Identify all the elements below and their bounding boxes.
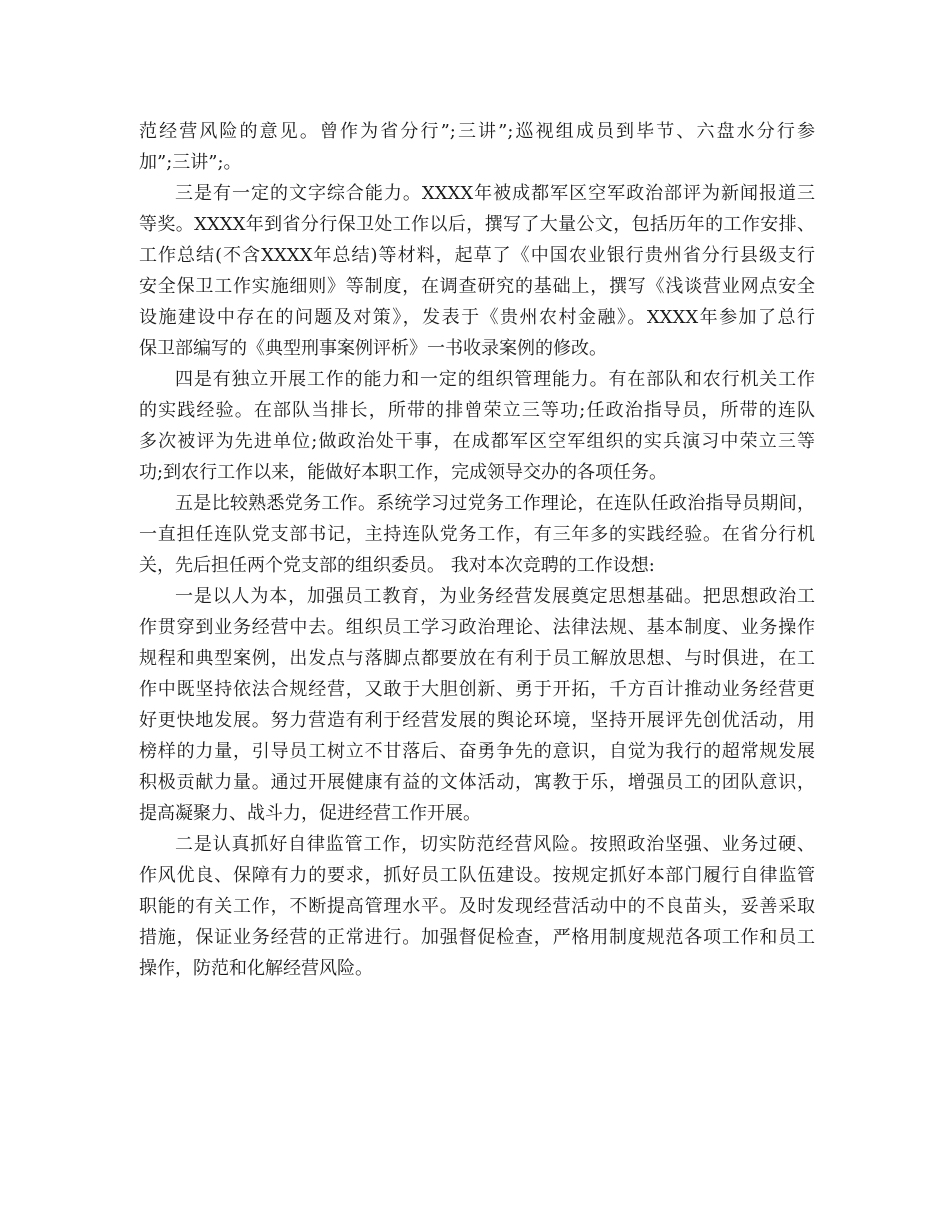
text-line: 一是以人为本，加强员工教育，为业务经营发展奠定思想基础。把思想政治工 (175, 586, 815, 607)
text-line: 功;到农行工作以来，能做好本职工作，完成领导交办的各项任务。 (139, 462, 668, 483)
text-line: 范经营风险的意见。曾作为省分行”;三讲”;巡视组成员到毕节、六盘水分行参 (139, 121, 815, 142)
text-line: 一直担任连队党支部书记，主持连队党务工作，有三年多的实践经验。在省分行机 (139, 524, 815, 545)
text-line: 榜样的力量，引导员工树立不甘落后、奋勇争先的意识，自觉为我行的超常规发展 (139, 741, 815, 762)
text-line: 措施，保证业务经营的正常进行。加强督促检查，严格用制度规范各项工作和员工 (139, 927, 815, 948)
text-line: 积极贡献力量。通过开展健康有益的文体活动，寓教于乐，增强员工的团队意识， (139, 772, 815, 793)
text-line: 作贯穿到业务经营中去。组织员工学习政治理论、法律法规、基本制度、业务操作 (139, 617, 815, 638)
text-line: 等奖。XXXX年到省分行保卫处工作以后，撰写了大量公文，包括历年的工作安排、 (139, 214, 815, 235)
text-line: 提高凝聚力、战斗力，促进经营工作开展。 (139, 803, 481, 824)
text-line: 保卫部编写的《典型刑事案例评析》一书收录案例的修改。 (139, 338, 607, 359)
text-line: 好更快地发展。努力营造有利于经营发展的舆论环境，坚持开展评先创优活动，用 (139, 710, 815, 731)
text-line: 加”;三讲”;。 (139, 152, 242, 173)
text-line: 关，先后担任两个党支部的组织委员。 我对本次竞聘的工作设想: (139, 555, 655, 576)
text-line: 三是有一定的文字综合能力。XXXX年被成都军区空军政治部评为新闻报道三 (175, 183, 815, 204)
text-line: 的实践经验。在部队当排长，所带的排曾荣立三等功;任政治指导员，所带的连队 (139, 400, 815, 421)
text-line: 职能的有关工作，不断提高管理水平。及时发现经营活动中的不良苗头，妥善采取 (139, 896, 815, 917)
text-line: 五是比较熟悉党务工作。系统学习过党务工作理论，在连队任政治指导员期间， (175, 493, 815, 514)
text-line: 作中既坚持依法合规经营，又敢于大胆创新、勇于开拓，千方百计推动业务经营更 (139, 679, 815, 700)
text-line: 设施建设中存在的问题及对策》，发表于《贵州农村金融》。XXXX年参加了总行 (139, 307, 815, 328)
body-text (139, 116, 815, 984)
text-line: 操作，防范和化解经营风险。 (139, 958, 373, 979)
text-line: 二是认真抓好自律监管工作，切实防范经营风险。按照政治坚强、业务过硬、 (175, 834, 815, 855)
text-line: 四是有独立开展工作的能力和一定的组织管理能力。有在部队和农行机关工作 (175, 369, 815, 390)
text-line: 安全保卫工作实施细则》等制度，在调查研究的基础上，撰写《浅谈营业网点安全 (139, 276, 815, 297)
text-line: 多次被评为先进单位;做政治处干事，在成都军区空军组织的实兵演习中荣立三等 (139, 431, 815, 452)
text-line: 规程和典型案例，出发点与落脚点都要放在有利于员工解放思想、与时俱进，在工 (139, 648, 815, 669)
text-line: 作风优良、保障有力的要求，抓好员工队伍建设。按规定抓好本部门履行自律监管 (139, 865, 815, 886)
text-line: 工作总结(不含XXXX年总结)等材料，起草了《中国农业银行贵州省分行县级支行 (139, 245, 815, 266)
